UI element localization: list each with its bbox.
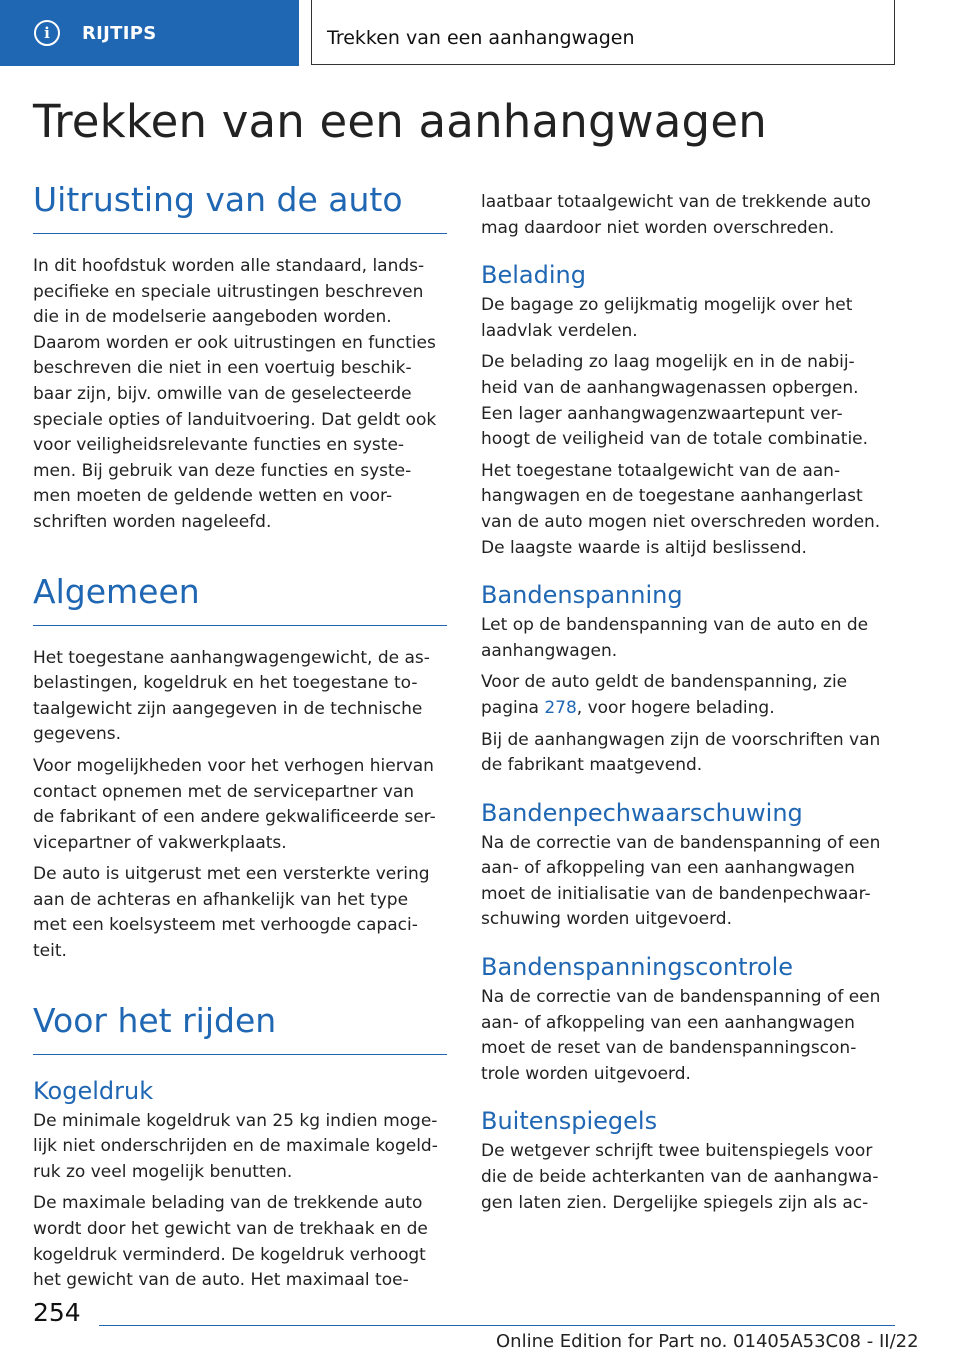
chapter-header bbox=[311, 0, 895, 65]
paragraph-kogeldruk-1: De minimale kogeldruk van 25 kg indien moge- lijk niet onderschrijden en de maximale kogeld- ruk zo veel mogelijk benutten. bbox=[33, 1110, 438, 1182]
left-column bbox=[33, 180, 447, 1294]
paragraph-belading-1: De bagage zo gelijkmatig mogelijk over het laadvlak verdelen. bbox=[481, 295, 853, 341]
paragraph-kogeldruk-2: De maximale belading van de trekkende auto wordt door het gewicht van de trekhaak en de kogeldruk verminderd. De kogeldruk verhoogt het gewicht van de auto. Het maximaal toe- bbox=[33, 1193, 428, 1291]
section-tab-label: RIJTIPS bbox=[82, 22, 157, 44]
heading-uitrusting: Uitrusting van de auto bbox=[33, 180, 447, 234]
footer-edition: Online Edition for Part no. 01405A53C08 - II/22 bbox=[496, 1331, 919, 1352]
page-title: Trekken van een aanhangwagen bbox=[33, 95, 767, 148]
heading-kogeldruk: Kogeldruk bbox=[33, 1076, 154, 1105]
paragraph-bandenspanning-2: Voor de auto geldt de bandenspanning, zie pagina 278, voor hogere belading. bbox=[481, 672, 848, 718]
paragraph-continuation: laatbaar totaalgewicht van de trekkende auto mag daardoor niet worden overschreden. bbox=[481, 192, 871, 238]
paragraph-belading-2: De belading zo laag mogelijk en in de nabij- heid van de aanhangwagenassen opbergen. Een lager aanhangwagenzwaartepunt ver- hoogt de veiligheid van de totale combinatie. bbox=[481, 352, 869, 450]
heading-buitenspiegels: Buitenspiegels bbox=[481, 1107, 658, 1136]
heading-bandenspanningscontrole: Bandenspanningscontrole bbox=[481, 953, 794, 982]
heading-belading: Belading bbox=[481, 261, 586, 290]
chapter-title: Trekken van een aanhangwagen bbox=[327, 27, 635, 49]
paragraph-algemeen-1: Het toegestane aanhangwagengewicht, de as- belastingen, kogeldruk en het toegestane to- taalgewicht zijn aangegeven in de technische gegevens. bbox=[33, 647, 430, 745]
paragraph-algemeen-2: Voor mogelijkheden voor het verhogen hiervan contact opnemen met de servicepartner van de fabrikant of een andere gekwalificeerde ser- vicepartner of vakwerkplaats. bbox=[33, 755, 436, 853]
info-icon: i bbox=[34, 20, 60, 46]
section-tab[interactable] bbox=[0, 0, 299, 66]
paragraph-bandenspanning-3: Bij de aanhangwagen zijn de voorschriften van de fabrikant maatgevend. bbox=[481, 729, 881, 776]
heading-algemeen: Algemeen bbox=[33, 572, 447, 626]
heading-bandenpechwaarschuwing: Bandenpechwaarschuwing bbox=[481, 798, 803, 827]
paragraph-bandenspanning-1: Let op de bandenspanning van de auto en de aanhangwagen. bbox=[481, 615, 869, 661]
footer-divider bbox=[99, 1325, 895, 1326]
paragraph-belading-3: Het toegestane totaalgewicht van de aan- hangwagen en de toegestane aanhangerlast van de auto mogen niet overschreden worden. De laagste waarde is altijd beslissend. bbox=[481, 460, 881, 558]
paragraph-buitenspiegels: De wetgever schrijft twee buitenspiegels voor die de beide achterkanten van de aanhangwa- gen laten zien. Dergelijke spiegels zijn als ac- bbox=[481, 1141, 879, 1213]
heading-bandenspanning: Bandenspanning bbox=[481, 581, 683, 610]
page-number: 254 bbox=[33, 1298, 81, 1327]
right-column bbox=[481, 190, 901, 1216]
paragraph-bandenspanningscontrole: Na de correctie van de bandenspanning of een aan- of afkoppeling van een aanhangwagen moet de reset van de bandenspanningscon- trole worden uitgevoerd. bbox=[481, 987, 881, 1084]
page-reference-link[interactable]: 278 bbox=[544, 697, 577, 718]
paragraph-uitrusting: In dit hoofdstuk worden alle standaard, lands- pecifieke en speciale uitrustingen beschreven die in de modelserie aangeboden worden. Daarom worden er ook uitrustingen en functies beschreven die niet in een voertuig beschik- baar zijn, bijv. omwille van de geselecteerde speciale opties of landuitvoering. Dat geldt ook voor veiligheidsrelevante functies en syste- men. Bij gebruik van deze functies en syste- men moeten de geldende wetten en voor- schriften worden nageleefd. bbox=[33, 256, 437, 532]
heading-voor-het-rijden: Voor het rijden bbox=[33, 1001, 447, 1055]
paragraph-algemeen-3: De auto is uitgerust met een versterkte vering aan de achteras en afhankelijk van het type met een koelsysteem met verhoogde capaci- teit. bbox=[33, 864, 430, 962]
paragraph-bandenpechwaarschuwing: Na de correctie van de bandenspanning of een aan- of afkoppeling van een aanhangwagen moet de initialisatie van de bandenpechwaar- schuwing worden uitgevoerd. bbox=[481, 832, 881, 930]
